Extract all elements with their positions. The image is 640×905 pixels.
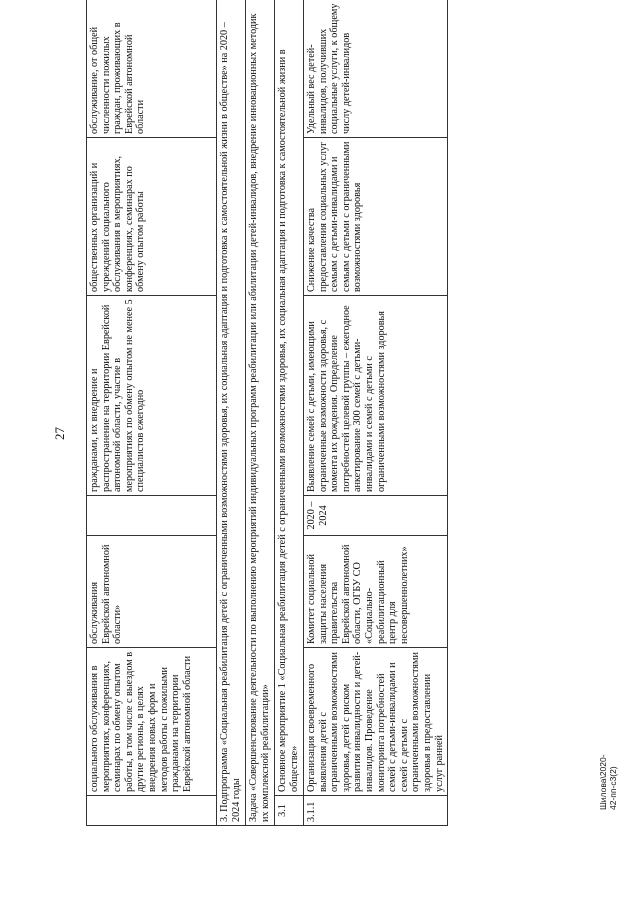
cell-period: 2020 – 2024	[304, 496, 448, 536]
task-row	[246, 0, 275, 826]
main-measure-row	[275, 0, 304, 826]
subprogram-title: 3. Подпрограмма «Социальная реабилитация детей с ограниченными возможностями здоровья, их социальная адаптация и подготовка к самостоятельной жизни в обществе» на 2020 – 2024 годы	[217, 0, 246, 826]
cell-measure: социального обслуживания в мероприятиях, конференциях, семинарах по обмену опытом работы, в том числе с выездом в другие регионы, в целях внедрения новых форм и методов работы с пожилыми гражданами на территории Еврейской автономной области	[87, 648, 217, 796]
cell-num: 3.1.1	[304, 796, 448, 826]
program-table	[86, 0, 448, 826]
cell-executor: Комитет социальной защиты населения правительства Еврейской автономной области, ОГБУ СО «Социально-реабилитационный центр для несовершеннолетних»	[304, 536, 448, 648]
page-number: 27	[52, 427, 67, 440]
cell-num	[87, 796, 217, 826]
cell-executor: обслуживания Еврейской автономной области»	[87, 536, 217, 648]
rotated-table-page	[86, 0, 469, 826]
footer-code: Шилова\2020-42-пп-с3(2)	[598, 754, 618, 810]
cell-period	[87, 496, 217, 536]
cell-result: гражданами, их внедрение и распространение на территории Еврейской автономной области, участие в мероприятиях по обмену опытом не менее 5 специалистов ежегодно	[87, 296, 217, 496]
table-row	[87, 0, 217, 826]
cell-result: Выявление семей с детьми, имеющими ограниченные возможности здоровья, с момента их рождения. Определение потребностей целевой группы – ежегодное анкетирование 300 семей с детьми-инвалидами и семей с детьми с ограниченными возможностями здоровья	[304, 296, 448, 496]
task-title: Задача «Совершенствование деятельности по выполнению мероприятий индивидуальных программ реабилитации или абилитации детей-инвалидов, внедрение инновационных методик их комплексной реабилитации»	[246, 0, 275, 826]
main-measure-num: 3.1	[275, 796, 304, 826]
cell-risks: общественных организаций и учреждений социального обслуживания в мероприятиях, конференциях, семинарах по обмену опытом работы	[87, 138, 217, 296]
table-row	[304, 0, 448, 826]
cell-risks: Снижение качества предоставления социальных услуг семьям с детьми-инвалидами и семьям с детьми с ограниченными возможностями здоровья	[304, 138, 448, 296]
cell-indicator: обслуживание, от общей численности пожилых граждан, проживающих в Еврейской автономной области	[87, 0, 217, 138]
cell-indicator: Удельный вес детей-инвалидов, получивших социальные услуги, к общему числу детей-инвалидов	[304, 0, 448, 138]
subprogram-row	[217, 0, 246, 826]
main-measure-title: Основное мероприятие 1 «Социальная реабилитация детей с ограниченными возможностями здоровья, их социальная адаптация и подготовка к самостоятельной жизни в обществе»	[275, 0, 304, 796]
cell-measure: Организация своевременного выявления детей с ограниченными возможностями здоровья, детей с риском развития инвалидности и детей-инвалидов. Проведение мониторинга потребностей семей с детьми-инвалидами и семей с детьми с ограниченными возможностями здоровья в предоставлении услуг ранней	[304, 648, 448, 796]
